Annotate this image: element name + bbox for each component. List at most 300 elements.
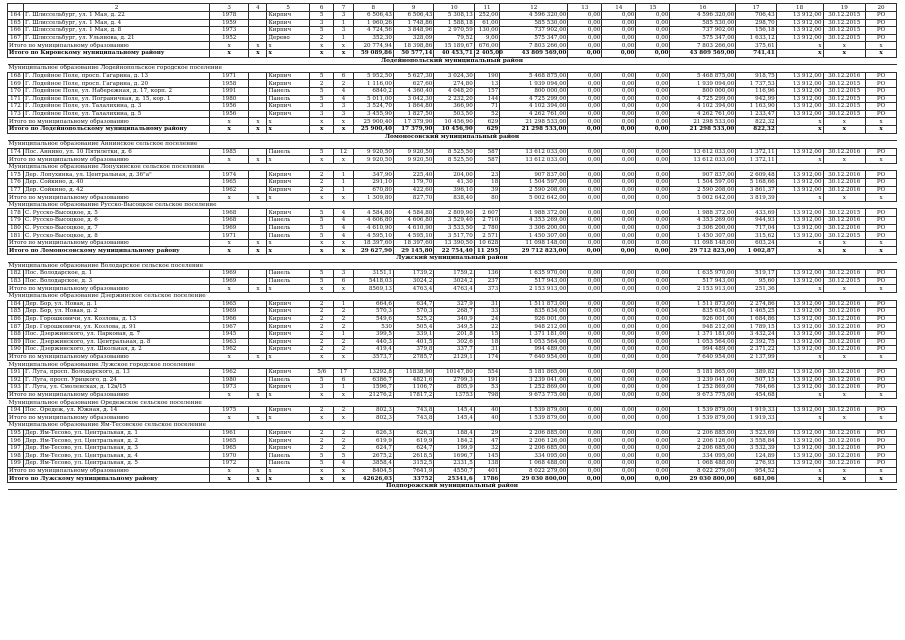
- table-cell: 676,00: [474, 42, 500, 50]
- table-cell: 0,00: [636, 414, 670, 422]
- table-cell: 835 634,00: [670, 308, 736, 316]
- table-cell: 167: [8, 34, 24, 42]
- table-cell: 0,00: [636, 406, 670, 414]
- address-cell: С. Русско-Высоцкое, д. 8: [23, 232, 209, 240]
- table-cell: 32: [474, 444, 500, 452]
- table-cell: x: [866, 285, 897, 293]
- table-cell: РО: [866, 217, 897, 225]
- table-cell: 0,00: [636, 346, 670, 354]
- table-cell: 40: [474, 406, 500, 414]
- table-cell: x: [334, 49, 353, 57]
- table-cell: 0,00: [568, 300, 602, 308]
- table-cell: x: [334, 391, 353, 399]
- table-cell: РО: [866, 186, 897, 194]
- table-cell: 1963: [210, 338, 249, 346]
- table-cell: 2: [309, 171, 333, 179]
- table-cell: 0,00: [636, 429, 670, 437]
- table-cell: 18: [474, 338, 500, 346]
- address-cell: Г. Лодейное Поле, просп. Гагарина, д. 20: [23, 80, 209, 88]
- table-cell: 0,00: [602, 156, 636, 164]
- table-cell: 2 206 685,00: [670, 444, 736, 452]
- table-cell: 0,00: [568, 186, 602, 194]
- table-cell: 575 347,00: [500, 34, 568, 42]
- table-cell: 419,4: [353, 346, 393, 354]
- table-cell: 171: [8, 95, 24, 103]
- table-cell: 2: [309, 406, 333, 414]
- table-cell: 8404,5: [353, 467, 393, 475]
- table-cell: x: [823, 125, 866, 133]
- table-cell: РО: [866, 34, 897, 42]
- table-cell: x: [249, 353, 267, 361]
- table-cell: 0,00: [602, 467, 636, 475]
- table-cell: x: [267, 118, 310, 126]
- table-cell: 0,00: [602, 87, 636, 95]
- subtotal-row: [8, 239, 897, 247]
- table-cell: 554: [474, 368, 500, 376]
- table-cell: x: [334, 353, 353, 361]
- table-cell: 627,60: [393, 80, 433, 88]
- table-cell: 18 397,60: [353, 239, 393, 247]
- table-cell: x: [334, 125, 353, 133]
- table-cell: 0,00: [602, 444, 636, 452]
- table-cell: 3 024,30: [434, 72, 474, 80]
- table-cell: 40: [474, 414, 500, 422]
- table-cell: 0,00: [636, 87, 670, 95]
- table-cell: x: [267, 285, 310, 293]
- table-cell: 585 530,00: [670, 19, 736, 27]
- table-cell: 21 298 533,00: [500, 118, 568, 126]
- subtotal-row: [8, 42, 897, 50]
- table-cell: 7 640 954,00: [670, 353, 736, 361]
- table-cell: 5: [309, 232, 333, 240]
- table-cell: x: [866, 247, 897, 255]
- table-row: [8, 330, 897, 338]
- table-cell: 13 390,50: [434, 239, 474, 247]
- table-cell: 164: [8, 12, 24, 20]
- table-cell: [249, 346, 267, 354]
- table-cell: Кирпич: [267, 12, 310, 20]
- address-cell: С. Русско-Высоцкое, д. 5: [23, 209, 209, 217]
- table-cell: 176: [8, 179, 24, 187]
- table-cell: 944,93: [736, 217, 776, 225]
- table-cell: 30.12.2016: [823, 186, 866, 194]
- table-cell: x: [776, 247, 823, 255]
- table-cell: 5: [309, 12, 333, 20]
- table-cell: [249, 95, 267, 103]
- table-cell: 0,00: [636, 186, 670, 194]
- table-cell: 822,32: [736, 118, 776, 126]
- table-cell: 13 912,00: [776, 368, 823, 376]
- table-cell: Кирпич: [267, 186, 310, 194]
- table-cell: 53: [474, 384, 500, 392]
- table-cell: 737 902,00: [670, 27, 736, 35]
- table-cell: 13 912,00: [776, 437, 823, 445]
- table-cell: 138: [474, 460, 500, 468]
- table-cell: 30.12.2016: [823, 308, 866, 316]
- table-cell: 2799,3: [434, 376, 474, 384]
- table-cell: 0,00: [636, 384, 670, 392]
- table-cell: 2: [309, 429, 333, 437]
- table-cell: 907 837,00: [500, 171, 568, 179]
- municipality-header-row: [8, 262, 897, 270]
- table-cell: 2 153 913,00: [500, 285, 568, 293]
- table-cell: x: [866, 42, 897, 50]
- table-cell: 743,8: [393, 406, 433, 414]
- table-cell: 1739,2: [393, 270, 433, 278]
- table-row: [8, 110, 897, 118]
- total-label: Итого по Лодейнопольскому муниципальному району: [8, 125, 210, 133]
- table-cell: Кирпич: [267, 209, 310, 217]
- table-cell: 1 465,25: [736, 308, 776, 316]
- table-cell: 5: [309, 224, 333, 232]
- table-cell: 10 456,90: [434, 118, 474, 126]
- table-cell: 4550,7: [434, 467, 474, 475]
- table-cell: 0,00: [636, 125, 670, 133]
- table-cell: [249, 330, 267, 338]
- table-cell: x: [210, 391, 249, 399]
- table-cell: 2: [334, 338, 353, 346]
- table-cell: 22: [474, 323, 500, 331]
- table-cell: 3024,2: [434, 277, 474, 285]
- table-cell: x: [776, 414, 823, 422]
- table-cell: 6: [334, 277, 353, 285]
- table-cell: 1: [334, 34, 353, 42]
- table-cell: 185: [8, 308, 24, 316]
- address-cell: Дер. Ям-Тесово, ул. Центральная, д. 2: [23, 437, 209, 445]
- table-cell: 237: [474, 277, 500, 285]
- table-cell: x: [210, 353, 249, 361]
- header-cell: 5: [267, 4, 310, 12]
- table-cell: 0,00: [568, 277, 602, 285]
- table-cell: x: [309, 391, 333, 399]
- table-cell: 340,9: [434, 315, 474, 323]
- table-cell: 166: [8, 27, 24, 35]
- table-cell: 31: [474, 300, 500, 308]
- table-cell: 0,00: [636, 452, 670, 460]
- table-cell: 5 011,00: [353, 95, 393, 103]
- table-cell: 530: [353, 323, 393, 331]
- subtotal-row: [8, 391, 897, 399]
- table-cell: 3: [309, 384, 333, 392]
- table-cell: 349,5: [434, 323, 474, 331]
- table-cell: 0,00: [636, 437, 670, 445]
- table-cell: 0,00: [602, 338, 636, 346]
- table-cell: 2 274,86: [736, 300, 776, 308]
- table-cell: x: [249, 42, 267, 50]
- table-cell: x: [267, 247, 310, 255]
- table-row: [8, 368, 897, 376]
- table-cell: 3858,4: [353, 460, 393, 468]
- table-cell: 169: [8, 80, 24, 88]
- municipality-title: Муниципальное образование Русско-Высоцкое сельское поселение: [8, 201, 897, 209]
- table-cell: 29 030 800,00: [500, 475, 568, 483]
- table-cell: Панель: [267, 95, 310, 103]
- district-title: Лужский муниципальный район: [8, 255, 897, 263]
- table-cell: 13 912,00: [776, 308, 823, 316]
- table-cell: 157: [474, 87, 500, 95]
- table-cell: 1 635 970,00: [670, 270, 736, 278]
- table-cell: [249, 338, 267, 346]
- table-cell: 0,00: [602, 247, 636, 255]
- table-cell: x: [776, 49, 823, 57]
- table-cell: 0,00: [602, 217, 636, 225]
- table-cell: 191: [474, 376, 500, 384]
- table-cell: РО: [866, 95, 897, 103]
- table-cell: 4 102 394,00: [670, 103, 736, 111]
- table-cell: 3: [309, 103, 333, 111]
- address-cell: Дер. Горошковичи, ул. Козлова, д. 91: [23, 323, 209, 331]
- table-cell: 334 095,00: [500, 452, 568, 460]
- table-row: [8, 300, 897, 308]
- table-cell: 0,00: [636, 330, 670, 338]
- table-cell: 0,00: [568, 118, 602, 126]
- table-cell: 180: [8, 224, 24, 232]
- table-cell: 8569,13: [353, 285, 393, 293]
- municipality-title: Муниципальное образование Оредежское сельское поселение: [8, 399, 897, 407]
- table-cell: 13 912,00: [776, 186, 823, 194]
- table-cell: x: [249, 194, 267, 202]
- table-cell: 352,30: [353, 34, 393, 42]
- table-cell: 624,7: [393, 444, 433, 452]
- table-cell: Кирпич: [267, 19, 310, 27]
- table-cell: 0,00: [568, 12, 602, 20]
- table-cell: 0,00: [636, 209, 670, 217]
- table-cell: 0,00: [636, 34, 670, 42]
- table-cell: 184,2: [434, 437, 474, 445]
- municipality-title: Муниципальное образование Дзержинское сельское поселение: [8, 292, 897, 300]
- table-cell: 2: [309, 315, 333, 323]
- table-cell: 199,9: [434, 444, 474, 452]
- table-cell: 0,00: [602, 224, 636, 232]
- table-cell: x: [309, 156, 333, 164]
- table-cell: 2: [309, 338, 333, 346]
- table-cell: 5 468 875,00: [670, 72, 736, 80]
- table-cell: 2 206 126,00: [500, 437, 568, 445]
- table-cell: x: [267, 391, 310, 399]
- table-cell: 13 912,00: [776, 406, 823, 414]
- table-cell: 40 453,71: [434, 49, 474, 57]
- table-cell: 10 628: [474, 239, 500, 247]
- table-cell: 1968: [210, 217, 249, 225]
- table-cell: 30.12.2016: [823, 452, 866, 460]
- table-cell: 124,89: [736, 452, 776, 460]
- total-label: Итого по муниципальному образованию: [8, 414, 210, 422]
- table-cell: 30.12.2016: [823, 460, 866, 468]
- table-cell: 0,00: [636, 376, 670, 384]
- table-cell: 178: [8, 209, 24, 217]
- table-cell: x: [210, 194, 249, 202]
- table-cell: [249, 80, 267, 88]
- table-cell: [249, 27, 267, 35]
- table-cell: 0,00: [568, 285, 602, 293]
- table-cell: 619,9: [393, 437, 433, 445]
- table-cell: 30.12.2015: [823, 110, 866, 118]
- table-cell: 4 262 761,00: [670, 110, 736, 118]
- table-cell: [249, 315, 267, 323]
- table-cell: 822,32: [736, 125, 776, 133]
- table-cell: 192: [8, 376, 24, 384]
- table-cell: 30.12.2015: [823, 103, 866, 111]
- table-cell: 1971: [210, 72, 249, 80]
- subtotal-row: [8, 467, 897, 475]
- table-cell: 0,00: [636, 118, 670, 126]
- table-cell: x: [823, 118, 866, 126]
- table-cell: x: [267, 475, 310, 483]
- table-cell: x: [309, 475, 333, 483]
- table-cell: 5: [309, 376, 333, 384]
- subtotal-row: [8, 414, 897, 422]
- table-cell: 2: [309, 444, 333, 452]
- table-cell: 179,70: [393, 179, 433, 187]
- table-cell: 0,00: [602, 391, 636, 399]
- table-cell: 2 405,00: [475, 50, 504, 57]
- district-title: Ломоносовский муниципальный район: [8, 133, 897, 141]
- table-cell: 1: [334, 384, 353, 392]
- table-cell: 5 952,50: [353, 72, 393, 80]
- table-cell: 13 912,00: [776, 429, 823, 437]
- table-cell: 13 912,00: [776, 224, 823, 232]
- table-cell: 274,80: [434, 80, 474, 88]
- table-cell: 0,00: [568, 467, 602, 475]
- table-cell: 172: [8, 103, 24, 111]
- table-cell: 1958: [210, 80, 249, 88]
- table-cell: 0,00: [602, 353, 636, 361]
- table-cell: x: [334, 414, 353, 422]
- table-cell: x: [823, 42, 866, 50]
- table-cell: 8 022 279,00: [670, 467, 736, 475]
- table-cell: 2: [309, 346, 333, 354]
- table-cell: 30.12.2016: [823, 315, 866, 323]
- table-cell: x: [866, 353, 897, 361]
- table-cell: Кирпич: [267, 103, 310, 111]
- table-cell: 401,5: [393, 338, 433, 346]
- table-cell: 29 712 823,00: [500, 247, 568, 255]
- table-cell: 3024,2: [393, 277, 433, 285]
- table-row: [8, 19, 897, 27]
- table-cell: x: [309, 125, 333, 133]
- table-cell: 2: [309, 323, 333, 331]
- table-cell: 4763,4: [434, 285, 474, 293]
- table-cell: 13 612 033,00: [500, 156, 568, 164]
- table-cell: Кирпич: [267, 72, 310, 80]
- table-cell: Кирпич: [267, 346, 310, 354]
- table-cell: 0,00: [636, 103, 670, 111]
- table-cell: 1 919,33: [736, 414, 776, 422]
- table-cell: x: [249, 118, 267, 126]
- table-cell: 20 774,94: [353, 42, 393, 50]
- table-cell: 30.12.2016: [823, 384, 866, 392]
- table-cell: 165: [8, 19, 24, 27]
- table-cell: 3: [334, 110, 353, 118]
- table-cell: 1965: [210, 179, 249, 187]
- table-cell: 1 511 873,00: [670, 300, 736, 308]
- table-cell: 1 748,86: [393, 19, 433, 27]
- table-cell: 0,00: [568, 437, 602, 445]
- table-cell: x: [267, 125, 310, 133]
- table-cell: [249, 217, 267, 225]
- table-cell: x: [210, 156, 249, 164]
- table-cell: 173: [8, 110, 24, 118]
- table-cell: 1991: [210, 87, 249, 95]
- table-cell: 177: [8, 186, 24, 194]
- table-cell: [249, 19, 267, 27]
- table-cell: x: [267, 156, 310, 164]
- table-cell: РО: [866, 72, 897, 80]
- table-cell: 0,00: [602, 270, 636, 278]
- address-cell: С. Русско-Высоцкое, д. 7: [23, 224, 209, 232]
- table-cell: 30.12.2016: [823, 368, 866, 376]
- table-cell: 629: [474, 118, 500, 126]
- table-cell: 6: [334, 376, 353, 384]
- table-cell: 0,00: [636, 460, 670, 468]
- table-cell: РО: [866, 338, 897, 346]
- header-cell: 20: [866, 4, 897, 12]
- table-cell: 1 539 879,00: [670, 406, 736, 414]
- table-cell: 174: [8, 148, 24, 156]
- table-cell: 7 803 266,00: [670, 42, 736, 50]
- table-cell: 517 943,00: [670, 277, 736, 285]
- address-cell: Дер. Ям-Тесово, ул. Центральная, д. 4: [23, 452, 209, 460]
- table-cell: 1945: [210, 330, 249, 338]
- table-cell: 0,00: [568, 353, 602, 361]
- table-cell: 2: [309, 179, 333, 187]
- municipality-title: Муниципальное образование Лопухинское сельское поселение: [8, 163, 897, 171]
- district-title: Подпорожский муниципальный район: [8, 482, 897, 490]
- table-cell: [249, 308, 267, 316]
- table-cell: 1975: [210, 406, 249, 414]
- table-cell: 13 612 033,00: [670, 156, 736, 164]
- table-cell: 24: [474, 315, 500, 323]
- table-row: [8, 308, 897, 316]
- table-cell: 2 392,75: [736, 338, 776, 346]
- table-cell: 3 529,40: [434, 217, 474, 225]
- table-cell: 11 098 148,00: [500, 239, 568, 247]
- table-cell: 0,00: [602, 460, 636, 468]
- table-cell: 339,1: [393, 330, 433, 338]
- table-cell: Кирпич: [267, 338, 310, 346]
- municipality-title: Муниципальное образование Лужское городское поселение: [8, 361, 897, 369]
- table-cell: 1 233,47: [736, 110, 776, 118]
- table-cell: 0,00: [568, 72, 602, 80]
- table-cell: [249, 460, 267, 468]
- table-cell: [249, 224, 267, 232]
- table-row: [8, 12, 897, 20]
- table-row: [8, 103, 897, 111]
- housing-repair-table: [7, 3, 897, 490]
- table-cell: 399,5: [353, 330, 393, 338]
- table-cell: 198: [8, 452, 24, 460]
- table-cell: 1 450 307,00: [500, 232, 568, 240]
- table-cell: РО: [866, 87, 897, 95]
- table-cell: 13 912,00: [776, 384, 823, 392]
- address-cell: Г. Луга, просп. Урицкого, д. 24: [23, 376, 209, 384]
- municipality-header-row: [8, 201, 897, 209]
- table-cell: 30.12.2016: [823, 217, 866, 225]
- table-row: [8, 346, 897, 354]
- table-cell: РО: [866, 384, 897, 392]
- table-cell: Кирпич: [267, 437, 310, 445]
- table-cell: x: [776, 353, 823, 361]
- table-cell: 737 902,00: [500, 27, 568, 35]
- table-cell: 0,00: [636, 27, 670, 35]
- table-cell: 43 809 569,00: [500, 49, 568, 57]
- table-cell: 2: [309, 80, 333, 88]
- table-cell: x: [823, 467, 866, 475]
- table-cell: 199: [8, 460, 24, 468]
- table-cell: 1 309,80: [353, 194, 393, 202]
- table-cell: 907 837,00: [670, 171, 736, 179]
- table-cell: 827,70: [393, 194, 433, 202]
